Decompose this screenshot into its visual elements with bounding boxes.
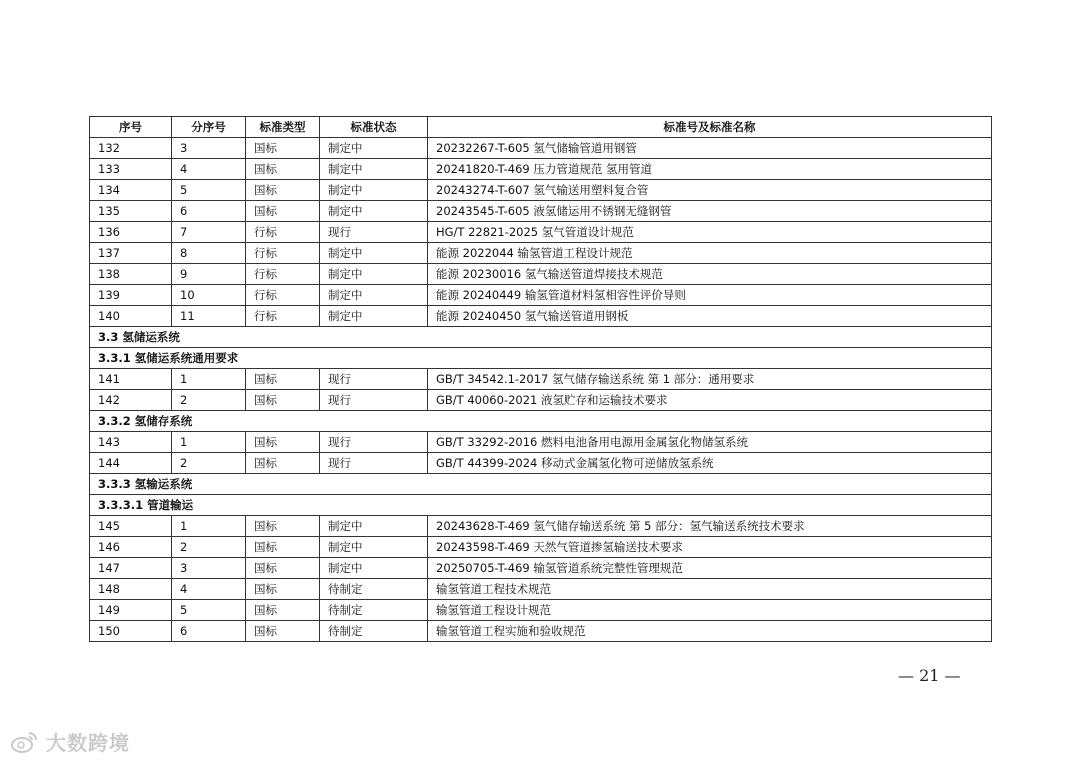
cell-name: 20243545-T-605 液氢储运用不锈钢无缝钢管 bbox=[428, 201, 992, 222]
cell-seq: 135 bbox=[90, 201, 172, 222]
cell-status: 待制定 bbox=[320, 621, 428, 642]
table-row bbox=[90, 579, 992, 600]
section-row bbox=[90, 411, 992, 432]
cell-status: 现行 bbox=[320, 390, 428, 411]
cell-subseq: 3 bbox=[172, 558, 246, 579]
page-number: — 21 — bbox=[898, 666, 961, 685]
cell-seq: 144 bbox=[90, 453, 172, 474]
cell-type: 国标 bbox=[246, 516, 320, 537]
cell-type: 国标 bbox=[246, 390, 320, 411]
cell-status: 制定中 bbox=[320, 201, 428, 222]
cell-type: 国标 bbox=[246, 579, 320, 600]
cell-type: 行标 bbox=[246, 306, 320, 327]
cell-type: 国标 bbox=[246, 201, 320, 222]
table-row bbox=[90, 306, 992, 327]
table-body bbox=[90, 138, 992, 642]
cell-status: 制定中 bbox=[320, 537, 428, 558]
cell-name: 20243598-T-469 天然气管道掺氢输送技术要求 bbox=[428, 537, 992, 558]
cell-seq: 137 bbox=[90, 243, 172, 264]
cell-seq: 147 bbox=[90, 558, 172, 579]
cell-subseq: 2 bbox=[172, 453, 246, 474]
section-title: 3.3.3.1 管道输运 bbox=[90, 495, 992, 516]
cell-type: 国标 bbox=[246, 180, 320, 201]
cell-subseq: 1 bbox=[172, 369, 246, 390]
cell-seq: 150 bbox=[90, 621, 172, 642]
cell-subseq: 4 bbox=[172, 579, 246, 600]
cell-name: 能源 20240450 氢气输送管道用钢板 bbox=[428, 306, 992, 327]
cell-name: 能源 20240449 输氢管道材料氢相容性评价导则 bbox=[428, 285, 992, 306]
cell-type: 国标 bbox=[246, 600, 320, 621]
cell-subseq: 2 bbox=[172, 390, 246, 411]
cell-seq: 142 bbox=[90, 390, 172, 411]
cell-name: 20243628-T-469 氢气储存输送系统 第 5 部分：氢气输送系统技术要求 bbox=[428, 516, 992, 537]
cell-subseq: 6 bbox=[172, 201, 246, 222]
cell-status: 制定中 bbox=[320, 285, 428, 306]
section-row bbox=[90, 348, 992, 369]
table-row bbox=[90, 621, 992, 642]
table-row bbox=[90, 516, 992, 537]
weibo-logo-icon bbox=[10, 729, 40, 755]
cell-name: 输氢管道工程技术规范 bbox=[428, 579, 992, 600]
cell-name: 20232267-T-605 氢气储输管道用钢管 bbox=[428, 138, 992, 159]
cell-status: 制定中 bbox=[320, 264, 428, 285]
cell-type: 行标 bbox=[246, 264, 320, 285]
cell-type: 行标 bbox=[246, 222, 320, 243]
cell-name: GB/T 33292-2016 燃料电池备用电源用金属氢化物储氢系统 bbox=[428, 432, 992, 453]
cell-subseq: 10 bbox=[172, 285, 246, 306]
section-title: 3.3.1 氢储运系统通用要求 bbox=[90, 348, 992, 369]
cell-status: 制定中 bbox=[320, 243, 428, 264]
table-row bbox=[90, 390, 992, 411]
header-subseq: 分序号 bbox=[172, 117, 246, 138]
cell-subseq: 3 bbox=[172, 138, 246, 159]
header-name: 标准号及标准名称 bbox=[428, 117, 992, 138]
table-row bbox=[90, 201, 992, 222]
table-row bbox=[90, 453, 992, 474]
table-row bbox=[90, 138, 992, 159]
standards-table bbox=[89, 116, 992, 642]
table-row bbox=[90, 369, 992, 390]
section-row bbox=[90, 327, 992, 348]
table-row bbox=[90, 600, 992, 621]
table-row bbox=[90, 243, 992, 264]
cell-type: 国标 bbox=[246, 537, 320, 558]
cell-subseq: 5 bbox=[172, 180, 246, 201]
cell-status: 制定中 bbox=[320, 516, 428, 537]
cell-seq: 149 bbox=[90, 600, 172, 621]
cell-name: HG/T 22821-2025 氢气管道设计规范 bbox=[428, 222, 992, 243]
cell-type: 国标 bbox=[246, 138, 320, 159]
cell-name: 20241820-T-469 压力管道规范 氢用管道 bbox=[428, 159, 992, 180]
table-row bbox=[90, 537, 992, 558]
cell-name: 输氢管道工程设计规范 bbox=[428, 600, 992, 621]
cell-subseq: 2 bbox=[172, 537, 246, 558]
table-row bbox=[90, 285, 992, 306]
cell-name: GB/T 34542.1-2017 氢气储存输送系统 第 1 部分：通用要求 bbox=[428, 369, 992, 390]
cell-status: 制定中 bbox=[320, 558, 428, 579]
watermark bbox=[10, 727, 130, 756]
cell-name: GB/T 44399-2024 移动式金属氢化物可逆储放氢系统 bbox=[428, 453, 992, 474]
table-header-row bbox=[90, 117, 992, 138]
cell-seq: 148 bbox=[90, 579, 172, 600]
cell-seq: 139 bbox=[90, 285, 172, 306]
header-status: 标准状态 bbox=[320, 117, 428, 138]
cell-subseq: 5 bbox=[172, 600, 246, 621]
cell-status: 现行 bbox=[320, 369, 428, 390]
section-title: 3.3.3 氢输运系统 bbox=[90, 474, 992, 495]
cell-type: 国标 bbox=[246, 621, 320, 642]
cell-name: 能源 20230016 氢气输送管道焊接技术规范 bbox=[428, 264, 992, 285]
cell-subseq: 11 bbox=[172, 306, 246, 327]
watermark-text: 大数跨境 bbox=[46, 731, 130, 755]
cell-status: 制定中 bbox=[320, 180, 428, 201]
table-row bbox=[90, 180, 992, 201]
cell-subseq: 8 bbox=[172, 243, 246, 264]
cell-status: 制定中 bbox=[320, 159, 428, 180]
cell-name: 能源 2022044 输氢管道工程设计规范 bbox=[428, 243, 992, 264]
cell-name: GB/T 40060-2021 液氢贮存和运输技术要求 bbox=[428, 390, 992, 411]
cell-type: 国标 bbox=[246, 159, 320, 180]
cell-status: 制定中 bbox=[320, 306, 428, 327]
table-row bbox=[90, 222, 992, 243]
table-row bbox=[90, 432, 992, 453]
cell-name: 20250705-T-469 输氢管道系统完整性管理规范 bbox=[428, 558, 992, 579]
section-title: 3.3.2 氢储存系统 bbox=[90, 411, 992, 432]
cell-seq: 133 bbox=[90, 159, 172, 180]
cell-subseq: 9 bbox=[172, 264, 246, 285]
cell-status: 待制定 bbox=[320, 579, 428, 600]
cell-status: 现行 bbox=[320, 222, 428, 243]
cell-status: 制定中 bbox=[320, 138, 428, 159]
cell-subseq: 1 bbox=[172, 516, 246, 537]
cell-name: 输氢管道工程实施和验收规范 bbox=[428, 621, 992, 642]
cell-subseq: 4 bbox=[172, 159, 246, 180]
cell-type: 行标 bbox=[246, 285, 320, 306]
section-title: 3.3 氢储运系统 bbox=[90, 327, 992, 348]
cell-type: 国标 bbox=[246, 369, 320, 390]
cell-status: 待制定 bbox=[320, 600, 428, 621]
cell-type: 行标 bbox=[246, 243, 320, 264]
cell-seq: 140 bbox=[90, 306, 172, 327]
cell-seq: 138 bbox=[90, 264, 172, 285]
header-type: 标准类型 bbox=[246, 117, 320, 138]
header-seq: 序号 bbox=[90, 117, 172, 138]
cell-seq: 141 bbox=[90, 369, 172, 390]
cell-subseq: 1 bbox=[172, 432, 246, 453]
section-row bbox=[90, 495, 992, 516]
cell-subseq: 7 bbox=[172, 222, 246, 243]
cell-type: 国标 bbox=[246, 558, 320, 579]
table-row bbox=[90, 558, 992, 579]
cell-type: 国标 bbox=[246, 432, 320, 453]
cell-type: 国标 bbox=[246, 453, 320, 474]
table-row bbox=[90, 264, 992, 285]
cell-seq: 145 bbox=[90, 516, 172, 537]
cell-seq: 143 bbox=[90, 432, 172, 453]
cell-name: 20243274-T-607 氢气输送用塑料复合管 bbox=[428, 180, 992, 201]
cell-status: 现行 bbox=[320, 453, 428, 474]
section-row bbox=[90, 474, 992, 495]
cell-seq: 146 bbox=[90, 537, 172, 558]
cell-status: 现行 bbox=[320, 432, 428, 453]
cell-seq: 136 bbox=[90, 222, 172, 243]
table-row bbox=[90, 159, 992, 180]
cell-subseq: 6 bbox=[172, 621, 246, 642]
cell-seq: 134 bbox=[90, 180, 172, 201]
cell-seq: 132 bbox=[90, 138, 172, 159]
